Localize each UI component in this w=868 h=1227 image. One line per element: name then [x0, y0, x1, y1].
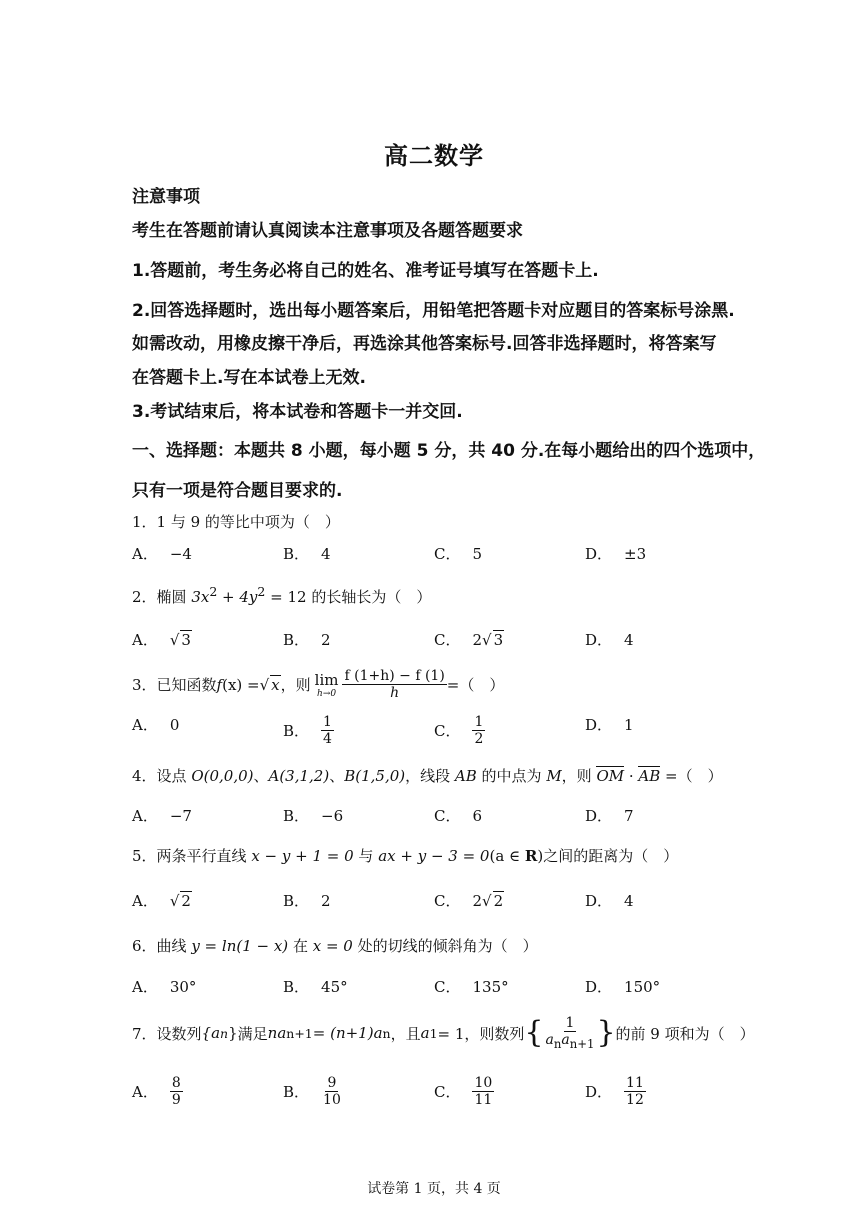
question-7-options: [132, 1075, 772, 1115]
option-d[interactable]: D． 4: [585, 630, 634, 649]
question-6-options: [132, 976, 772, 1016]
notice-line: 如需改动，用橡皮擦干净后，再选涂其他答案标号.回答非选择题时，将答案写: [132, 334, 717, 354]
page-footer: 试卷第 1 页，共 4 页: [367, 1181, 501, 1197]
option-d[interactable]: D． 1: [585, 715, 634, 734]
page-title: 高二数学: [384, 142, 484, 170]
option-d[interactable]: D． 150°: [585, 977, 661, 996]
section-heading: 一、选择题：本题共 8 小题，每小题 5 分，共 40 分.在每小题给出的四个选项中，: [132, 441, 766, 461]
option-b[interactable]: B． −6: [283, 806, 344, 825]
section-heading: 只有一项是符合题目要求的.: [132, 481, 343, 501]
question-7-stem: 7．设数列 {a n } 满足 na n+1 = (n+1)a n ，且 a 1 = 1，则数列 { $\frac{1}{a_na_{n+1}}$ } 的前 9 项和为（ ）: [132, 1015, 755, 1051]
question-5-options: [132, 890, 772, 930]
option-b[interactable]: B． $\frac{1}{4}$: [283, 714, 332, 748]
question-1-options: [132, 543, 772, 583]
option-a[interactable]: A． 0: [132, 715, 180, 734]
option-a[interactable]: A． √ 2: [132, 891, 191, 910]
option-a[interactable]: A． √ 3: [132, 630, 191, 649]
option-b[interactable]: B． 2: [283, 630, 331, 649]
option-c[interactable]: C． 135°: [434, 977, 509, 996]
option-b[interactable]: B． 4: [283, 544, 331, 563]
option-d[interactable]: D． 7: [585, 806, 634, 825]
option-c[interactable]: C． 2 √ 2: [434, 891, 504, 910]
question-4-stem: 4．设点 O(0,0,0)、A(3,1,2)、B(1,5,0)，线段 AB 的中点为 M，则 OM · AB =（ ）: [132, 767, 723, 785]
question-6-stem: 6．曲线 y = ln(1 − x) 在 x = 0 处的切线的倾斜角为（ ）: [132, 937, 538, 955]
option-c[interactable]: C． 6: [434, 806, 483, 825]
question-5-stem: 5．两条平行直线 x − y + 1 = 0 与 ax + y − 3 = 0(a ∈ R)之间的距离为（ ）: [132, 847, 679, 865]
notice-line: 3.考试结束后，将本试卷和答题卡一并交回.: [132, 402, 463, 422]
notice-line: 2.回答选择题时，选出每小题答案后，用铅笔把答题卡对应题目的答案标号涂黑.: [132, 301, 735, 321]
option-a[interactable]: A． −7: [132, 806, 192, 825]
question-4-options: [132, 805, 772, 845]
option-b[interactable]: B． 45°: [283, 977, 348, 996]
option-b[interactable]: B． 2: [283, 891, 331, 910]
option-c[interactable]: C． $\frac{10}{11}$: [434, 1075, 493, 1109]
option-a[interactable]: A． $\frac{8}{9}$: [132, 1075, 181, 1109]
option-d[interactable]: D． ±3: [585, 544, 647, 563]
option-d[interactable]: D． $\frac{11}{12}$: [585, 1075, 644, 1109]
question-2-stem: 2．椭圆 $3x^2 + 4y^2 = 12$ 的长轴长为（ ）: [132, 584, 432, 606]
notice-heading: 注意事项: [132, 187, 200, 207]
option-c[interactable]: C． 2 √ 3: [434, 630, 504, 649]
question-1-stem: 1．1 与 9 的等比中项为（ ）: [132, 513, 340, 531]
question-3-stem: 3．已知函数 f (x) = √ x ，则 lim h→0 $\frac{f (1+h) - f (1)}{h}$ =（ ）: [132, 668, 505, 702]
option-a[interactable]: A． −4: [132, 544, 192, 563]
notice-line: 1.答题前，考生务必将自己的姓名、准考证号填写在答题卡上.: [132, 261, 599, 281]
option-b[interactable]: B． $\frac{9}{10}$: [283, 1075, 341, 1109]
option-c[interactable]: C． $\frac{1}{2}$: [434, 714, 484, 748]
option-d[interactable]: D． 4: [585, 891, 634, 910]
notice-line: 在答题卡上.写在本试卷上无效.: [132, 368, 366, 388]
question-2-options: [132, 629, 772, 669]
option-c[interactable]: C． 5: [434, 544, 483, 563]
notice-line: 考生在答题前请认真阅读本注意事项及各题答题要求: [132, 221, 523, 241]
question-3-options: [132, 714, 772, 754]
option-a[interactable]: A． 30°: [132, 977, 197, 996]
